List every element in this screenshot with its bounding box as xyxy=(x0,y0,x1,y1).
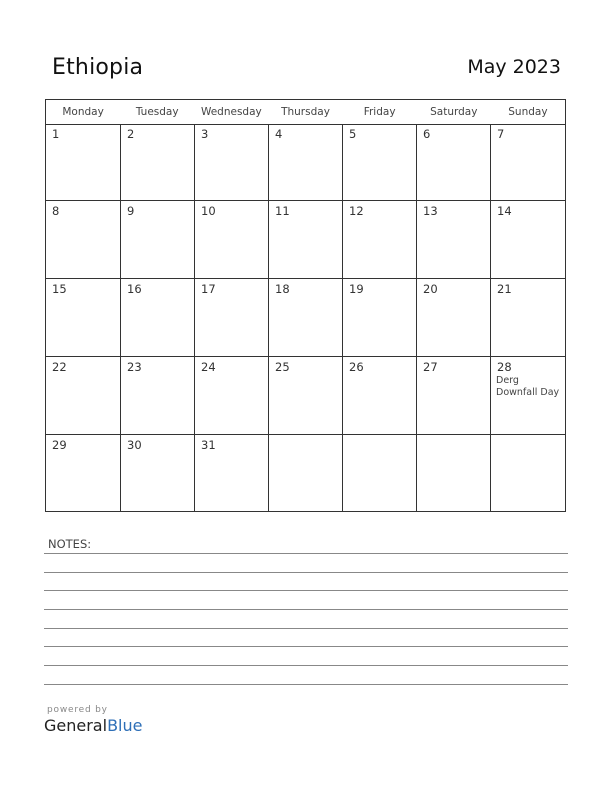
notes-label: NOTES: xyxy=(48,537,92,551)
day-cell xyxy=(343,279,417,357)
day-cell xyxy=(417,201,491,279)
day-cell xyxy=(195,279,269,357)
day-number: 30 xyxy=(127,438,142,452)
weekday-label: Sunday xyxy=(508,106,548,118)
day-cell xyxy=(343,124,417,201)
day-cell xyxy=(269,435,343,511)
day-cell xyxy=(269,357,343,435)
day-number: 13 xyxy=(423,204,438,218)
notes-line xyxy=(44,590,568,591)
day-cell xyxy=(417,435,491,511)
day-cell xyxy=(195,357,269,435)
day-number: 6 xyxy=(423,127,431,141)
weekday-label: Thursday xyxy=(281,106,330,118)
day-number: 23 xyxy=(127,360,142,374)
day-cell xyxy=(343,201,417,279)
notes-line xyxy=(44,572,568,573)
holiday-label: Derg Downfall Day xyxy=(496,375,560,398)
weekday-label: Tuesday xyxy=(135,106,179,118)
day-number: 12 xyxy=(349,204,364,218)
day-cell xyxy=(121,124,195,201)
day-number: 19 xyxy=(349,282,364,296)
day-number: 28 xyxy=(497,360,512,374)
day-number: 21 xyxy=(497,282,512,296)
day-number: 27 xyxy=(423,360,438,374)
weekday-label: Monday xyxy=(62,106,104,118)
day-cell xyxy=(121,435,195,511)
day-cell xyxy=(121,357,195,435)
calendar-country-title: Ethiopia xyxy=(52,55,144,80)
day-cell xyxy=(491,124,565,201)
day-number: 15 xyxy=(52,282,67,296)
day-number: 11 xyxy=(275,204,290,218)
weekday-label: Friday xyxy=(363,106,396,118)
notes-line xyxy=(44,628,568,629)
day-cell xyxy=(46,435,121,511)
day-cell xyxy=(269,279,343,357)
day-cell xyxy=(195,435,269,511)
day-number: 17 xyxy=(201,282,216,296)
day-number: 1 xyxy=(52,127,60,141)
day-number: 26 xyxy=(349,360,364,374)
notes-line xyxy=(44,646,568,647)
powered-by-text: powered by xyxy=(47,705,108,715)
day-cell xyxy=(417,124,491,201)
day-number: 2 xyxy=(127,127,135,141)
day-cell xyxy=(269,124,343,201)
day-cell xyxy=(46,124,121,201)
day-cell xyxy=(343,357,417,435)
day-number: 16 xyxy=(127,282,142,296)
day-cell xyxy=(46,201,121,279)
day-number: 18 xyxy=(275,282,290,296)
day-cell xyxy=(417,279,491,357)
notes-line xyxy=(44,553,568,554)
calendar-grid xyxy=(45,99,566,512)
day-number: 14 xyxy=(497,204,512,218)
notes-line xyxy=(44,684,568,685)
day-number: 29 xyxy=(52,438,67,452)
day-number: 10 xyxy=(201,204,216,218)
day-number: 9 xyxy=(127,204,135,218)
brand-general: General xyxy=(44,716,108,735)
day-cell xyxy=(195,124,269,201)
day-cell xyxy=(121,279,195,357)
day-number: 4 xyxy=(275,127,283,141)
day-cells xyxy=(46,124,565,511)
day-number: 7 xyxy=(497,127,505,141)
weekday-label: Wednesday xyxy=(200,106,262,118)
day-cell xyxy=(491,357,565,435)
day-cell xyxy=(46,279,121,357)
day-cell xyxy=(121,201,195,279)
day-cell xyxy=(491,279,565,357)
day-cell xyxy=(417,357,491,435)
generalblue-logo xyxy=(44,716,142,735)
day-number: 25 xyxy=(275,360,290,374)
day-number: 22 xyxy=(52,360,67,374)
day-number: 5 xyxy=(349,127,357,141)
day-number: 31 xyxy=(201,438,216,452)
day-cell xyxy=(195,201,269,279)
calendar-month-title: May 2023 xyxy=(467,56,561,78)
day-cell xyxy=(343,435,417,511)
day-number: 24 xyxy=(201,360,216,374)
notes-line xyxy=(44,665,568,666)
day-cell xyxy=(269,201,343,279)
day-cell xyxy=(491,201,565,279)
day-cell xyxy=(46,357,121,435)
weekday-label: Saturday xyxy=(430,106,478,118)
day-cell xyxy=(491,435,565,511)
notes-line xyxy=(44,609,568,610)
brand-blue: Blue xyxy=(107,716,143,735)
weekday-header-row xyxy=(46,100,565,125)
day-number: 8 xyxy=(52,204,60,218)
day-number: 20 xyxy=(423,282,438,296)
day-number: 3 xyxy=(201,127,209,141)
